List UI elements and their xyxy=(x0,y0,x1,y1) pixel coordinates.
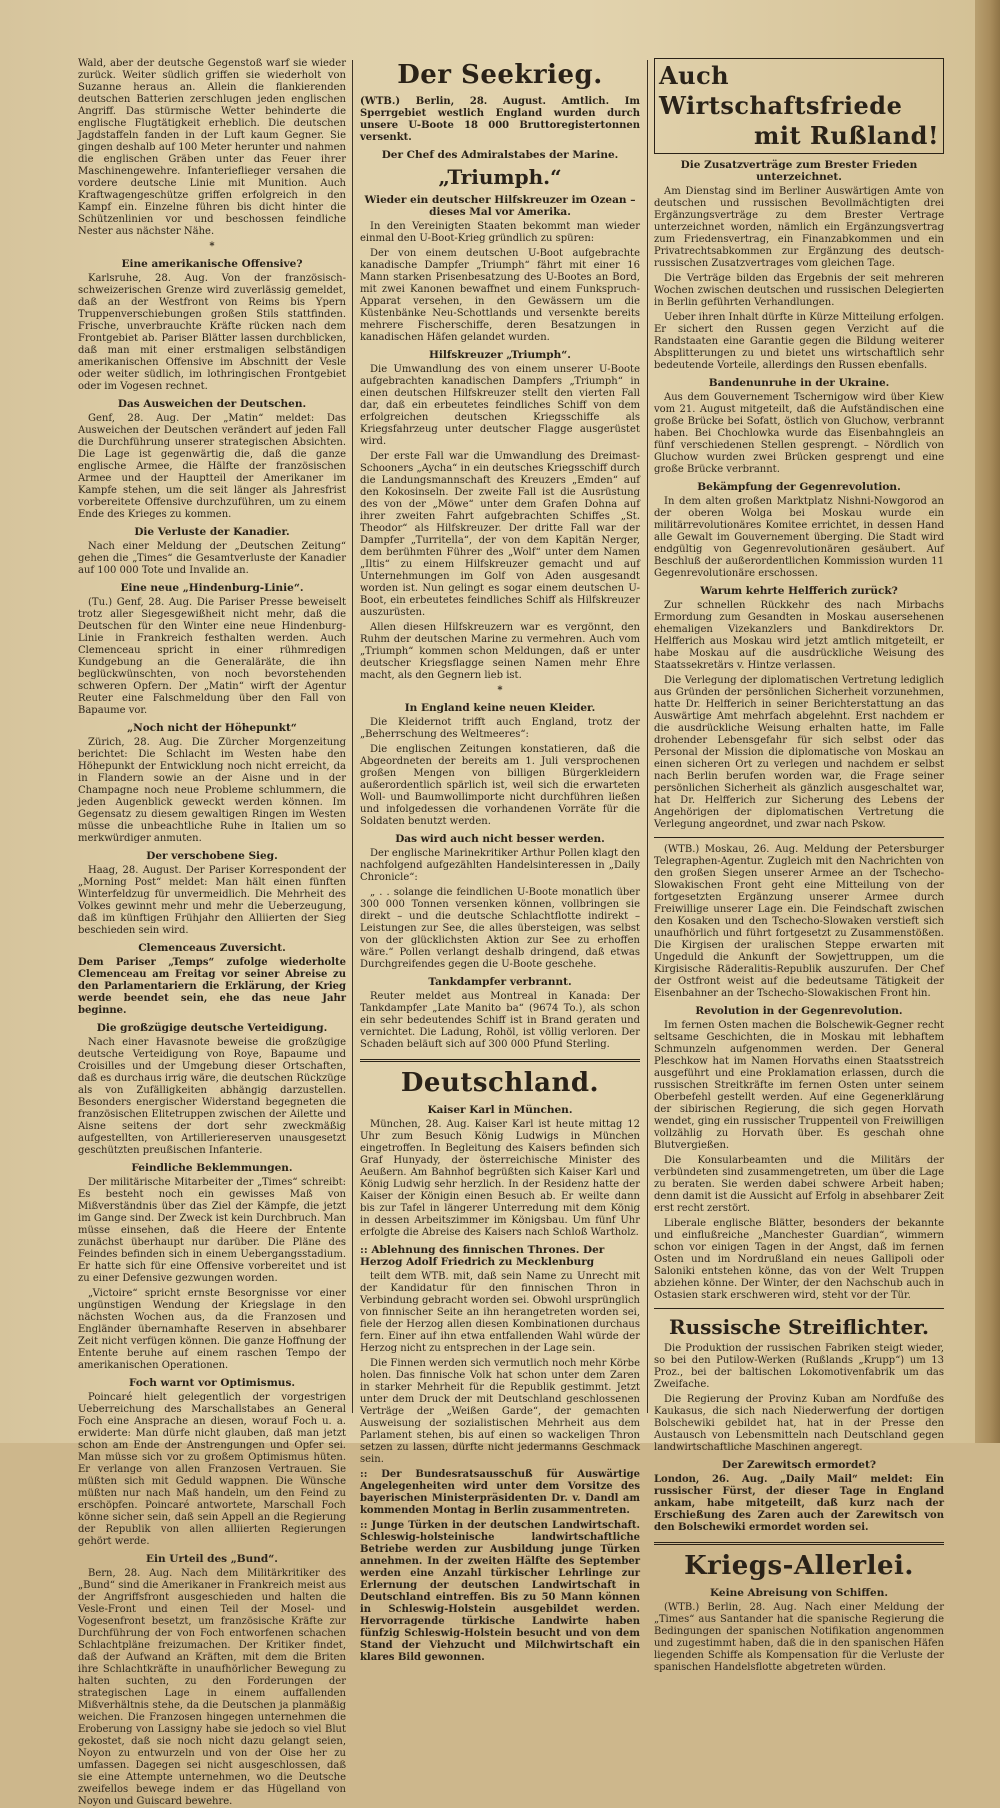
article-text: In den Vereinigten Staaten bekommt man wieder einmal den U-Boot-Krieg gründlich zu spüren: xyxy=(360,221,640,244)
section-divider xyxy=(360,1059,640,1062)
article-text: Die Produktion der russischen Fabriken steigt wieder, so bei den Putilow-Werken (Rußlands „Krupp“) um 13 Proz., bei der baltischen Lokomotivenfabrik um das Zweifache. xyxy=(654,1343,944,1390)
main-headline-line1: Auch Wirtschaftsfriede xyxy=(659,61,903,120)
article-text: „ . . solange die feindlichen U-Boote monatlich über 300 000 Tonnen versenken können, vollbringen sie direkt – und die deutsche Schlachtflotte indirekt – Leistungen zur See, die alles übersteigen, was selbst von der glücklichsten Aktion zur See zu erhoffen wäre.“ Pollen verlangt deshalb dringend, daß etwas Durchgreifendes gegen die U-Boote geschehe. xyxy=(360,887,640,970)
article-text: Liberale englische Blätter, besonders der bekannte und einflußreiche „Manchester Guardian“, wimmern schon vor einigen Tagen in der Angst, daß im fernen Osten und im Nordrußland ein neues Gallipoli oder Saloniki entstehen könne, das von der Welt Truppen abziehen könne. Der Winter, der den Nachschub auch in Ostasien stark erschweren wird, steht vor der Tür. xyxy=(654,1218,944,1301)
headline: In England keine neuen Kleider. xyxy=(404,702,596,714)
divider xyxy=(654,1308,944,1309)
headline: Warum kehrte Helfferich zurück? xyxy=(700,585,898,597)
headline: Die großzügige deutsche Verteidigung. xyxy=(96,1022,328,1034)
section-title-seekrieg: Der Seekrieg. xyxy=(397,60,603,90)
headline: Hilfskreuzer „Triumph“. xyxy=(429,349,571,361)
headline: Bandenunruhe in der Ukraine. xyxy=(708,377,890,389)
article-text: Poincaré hielt gelegentlich der vorgestrigen Ueberreichung des Marschallstabes an General Foch eine Ansprache an diesen, worauf Foch u. a. erwiderte: Man dürfe nicht glauben, daß man jetzt schon am Ende der Anstrengungen und Opfer sei. Man müsse sich vor zu großem Optimismus hüten. Er verlange von allen Franzosen Vertrauen. Sie müßten sich mit Geduld wappnen. Die Wünsche müßten nur nach Maß handeln, um den Feind zu erschöpfen. Poincaré antwortete, Marschall Foch könne sicher sein, daß sein Appell an die Regierung der Republik von allen alliierten Regierungen gehört werde. xyxy=(78,1392,346,1547)
column-right xyxy=(654,58,944,1673)
article-text: Zürich, 28. Aug. Die Zürcher Morgenzeitung berichtet: Die Schlacht im Westen habe den Höhepunkt der Entwicklung noch nicht erreicht, da in Flandern sowie an der Aisne und in der Champagne noch neue Probleme schlummern, die jeden Augenblick geweckt werden können. Im Gegensatz zu diesem gewaltigen Ringen im Westen müsse die unbeachtliche Ruhe in Italien um so merkwürdiger anmuten. xyxy=(78,737,346,844)
article-text: Allen diesen Hilfskreuzern war es vergönnt, den Ruhm der deutschen Marine zu vermehren. Auch vom „Triumph“ kommen schon Meldungen, daß er unter deutscher Kriegsflagge seinen Namen mehr Ehre macht, als den Gegnern lieb ist. xyxy=(360,622,640,681)
article-text: München, 28. Aug. Kaiser Karl ist heute mittag 12 Uhr zum Besuch König Ludwigs in München eingetroffen. In Begleitung des Kaisers befinden sich Graf Hunyady, der österreichische Minister des Aeußern. Am Bahnhof begrüßten sich Kaiser Karl und König Ludwig sehr herzlich. In der Residenz hatte der Kaiser der Königin einen Besuch ab. Er weilte dann bis zur Tafel in längerer Unterredung mit dem König in dessen Arbeitszimmer im Königsbau. Um fünf Uhr erfolgte die Abreise des Kaisers nach Schloß Wartholz. xyxy=(360,1119,640,1238)
headline: Kaiser Karl in München. xyxy=(427,1104,573,1116)
headline: Tankdampfer verbrannt. xyxy=(428,976,572,988)
article-text: Am Dienstag sind im Berliner Auswärtigen Amte von deutschen und russischen Bevollmächtigten drei Ergänzungsverträge zu dem Brester Vertrage unterzeichnet worden, nämlich ein Ergänzungsvertrag zum Friedensvertrag, ein Finanzabkommen und ein Privatrechtsabkommen zur Ergänzung des deutsch-russischen Zusatzvertrages vom gleichen Tage. xyxy=(654,186,944,269)
article-text: Der von einem deutschen U-Boot aufgebrachte kanadische Dampfer „Triumph“ fährt mit einer 16 Mann starken Prisenbesatzung des U-Bootes an Bord, mit zwei Kanonen bewaffnet und einem Funkspruch-Apparat versehen, in den Gewässern um die Küstenbänke Neu-Schottlands und versenkte bereits mehrere Fischerschiffe, deren Besatzungen in kanadischen Häfen gelandet wurden. xyxy=(360,248,640,343)
main-headline-line2: mit Rußland! xyxy=(753,121,939,150)
article-text: Genf, 28. Aug. Der „Matin“ meldet: Das Ausweichen der Deutschen verändert auf jeden Fall die Durchführung unserer strategischen Absichten. Die Lage ist gegenwärtig die, daß die ganze englische Armee, die Hälfte der französischen Armee und der Hauptteil der Amerikaner im Kampfe stehen, um die seit länger als Jahresfrist vorbereitete Offensive durchzuführen, um zu einem Ende des Krieges zu kommen. xyxy=(78,413,346,520)
article-text: Nach einer Havasnote beweise die großzügige deutsche Verteidigung von Roye, Bapaume und Croisilles und der Umgebung dieser Ortschaften, daß es durchaus irrig wäre, die deutschen Rückzüge als von Zufälligkeiten abhängig darzustellen. Besonders energischer Widerstand begegneten die französischen Elitetruppen zwischen der Ailette und Aisne seitens der dort sehr zweckmäßig aufgestellten, von Artilleriereserven unausgesetzt geschützten preußischen Infanterie. xyxy=(78,1037,346,1156)
headline: Das wird auch nicht besser werden. xyxy=(395,833,605,845)
column-rule xyxy=(352,60,353,1413)
article-text: Die Konsularbeamten und die Militärs der verbündeten sind zusammengetreten, um über die Lage zu beraten. Sie werden dabei schwere Arbeit haben; denn damit ist die Aussicht auf Erfolg in absehbarer Zeit erst recht zerstört. xyxy=(654,1155,944,1214)
article-text: Die Verlegung der diplomatischen Vertretung lediglich aus Gründen der persönlichen Sicherheit vorzunehmen, hatte Dr. Helfferich in seiner Berichterstattung an das Auswärtige Amt mehrfach abgelehnt. Erst nachdem er die ausdrückliche Weisung erhalten hatte, im Falle drohender Lebensgefahr für sich selbst oder das Personal der Mission die diplomatische von Moskau an einen sicheren Ort zu verlegen und nachdem er selbst nach Berlin berufen worden war, die Frage seiner persönlichen Sicherheit als gänzlich ausgeschaltet war, hat Dr. Helfferich zur Sicherung des Lebens der Angehörigen der diplomatischen Vertretung die Verlegung angeordnet, und zwar nach Pskow. xyxy=(654,675,944,830)
headline: Bekämpfung der Gegenrevolution. xyxy=(697,481,901,493)
divider xyxy=(654,837,944,838)
article-text: Nach einer Meldung der „Deutschen Zeitung“ gehen die „Times“ die Gesamtverluste der Kanadier auf 100 000 Tote und Invalide an. xyxy=(78,541,346,576)
article-text: Der militärische Mitarbeiter der „Times“ schreibt: Es besteht noch ein gewisses Maß von Mißverständnis über das Ziel der Kämpfe, die jetzt im Gange sind. Der Zweck ist kein Durchbruch. Man müsse einsehen, daß die Heere der Entente zunächst überhaupt nur darüber. Die Pläne des Feindes befinden sich in einem Uebergangsstadium. Er hatte sich für eine Offensive vorbereitet und ist zu einer Defensive gezwungen worden. xyxy=(78,1177,346,1284)
article-text: (WTB.) Berlin, 28. August. Amtlich. Im Sperrgebiet westlich England wurden durch unsere U-Boote 18 000 Bruttoregistertonnen versenkt. xyxy=(360,96,640,143)
headline: „Noch nicht der Höhepunkt“ xyxy=(127,722,297,734)
article-text: (Tu.) Genf, 28. Aug. Die Pariser Presse beweiselt trotz aller Siegesgewißheit nicht mehr, daß die Deutschen für den Winter eine neue Hindenburg-Linie in Frankreich festhalten werden. Auch Clemenceau spricht in einer rühmredigen Kundgebung an die Generaläräte, die ihn beglückwünschten, von noch bevorstehenden schweren Opfern. Der „Matin“ wirft der Agentur Reuter eine Falschmeldung über den Fall von Bapaume vor. xyxy=(78,597,346,716)
article-text: In dem alten großen Marktplatz Nishni-Nowgorod an der oberen Wolga bei Moskau wurde ein militärrevolutionäres Komitee errichtet, in dessen Hand alle Gewalt im Gouvernement überging. Die Stadt wird endgültig von Gegenrevolutionären gesäubert. Auf Beschluß der außerordentlichen Kommission wurden 11 Gegenrevolutionäre erschossen. xyxy=(654,496,944,579)
article-text: Aus dem Gouvernement Tschernigow wird über Kiew vom 21. August mitgeteilt, daß die Aufständischen eine große Brücke bei Sofatt, östlich von Gluchow, verbrannt haben. Bei Chochlowka wurde das Eisenbahngleis an fünf verschiedenen Stellen gesprengt. – Nördlich von Gluchow wurden zwei Brücken gesprengt und eine große Brücke verbrannt. xyxy=(654,392,944,475)
headline: :: Ablehnung des finnischen Thrones. Der Herzog Adolf Friedrich zu Mecklenburg xyxy=(360,1244,605,1268)
section-star: * xyxy=(497,685,503,696)
subheadline: Wieder ein deutscher Hilfskreuzer im Ozean – dieses Mal vor Amerika. xyxy=(364,194,636,218)
article-text: Im fernen Osten machen die Bolschewik-Gegner recht seltsame Geschichten, die in Moskau mit lebhaftem Schmunzeln aufgenommen werden. Der General Pleschkow hat im Namen Horvaths einen Staatsstreich ausgeführt und eine Proklamation erlassen, durch die russischen Streitkräfte im fernen Osten unter seinem Oberbefehl gestellt werden. Auf eine Gegenerklärung der sibirischen Regierung, die sich gegen Horvath wendet, ging ein russischer Truppenteil von Freiwilligen vollzählig zu Horvath über. Es geschah ohne Blutvergießen. xyxy=(654,1020,944,1151)
article-text: Die Regierung der Provinz Kuban am Nordfuße des Kaukasus, die sich nach Niederwerfung der dortigen Bolschewiki gebildet hat, hat in der Presse den Austausch von Lebensmitteln nach Deutschland gegen landwirtschaftliche Maschinen angeregt. xyxy=(654,1394,944,1453)
headline: Das Ausweichen der Deutschen. xyxy=(117,398,307,410)
article-text: Dem Pariser „Temps“ zufolge wiederholte Clemenceau am Freitag vor seiner Abreise zu den Parlamentariern die Erklärung, der Krieg werde beendet sein, ehe das neue Jahr beginne. xyxy=(78,957,346,1016)
article-text: Der englische Marinekritiker Arthur Pollen klagt den nachfolgend aufgezählten Handelsinteressen in „Daily Chronicle“: xyxy=(360,848,640,883)
section-title-kriegs-allerlei: Kriegs-Allerlei. xyxy=(684,1551,914,1581)
column-left xyxy=(78,58,346,1807)
subheadline: Die Zusatzverträge zum Brester Frieden unterzeichnet. xyxy=(680,159,918,183)
article-text: Haag, 28. August. Der Pariser Korrespondent der „Morning Post“ meldet: Man hält einen fünften Winterfeldzug für unvermeidlich. Die Mehrheit des Volkes gewinnt mehr und mehr die Ueberzeugung, daß im künftigen Frühjahr den Alliierten der Sieg beschieden sein wird. xyxy=(78,865,346,936)
headline: Der Zarewitsch ermordet? xyxy=(721,1459,876,1471)
column-middle xyxy=(360,58,640,1663)
headline: Foch warnt vor Optimismus. xyxy=(128,1377,296,1389)
article-text: „Victoire“ spricht ernste Besorgnisse vor einer ungünstigen Wendung der Kriegslage in den nächsten Wochen aus, da die Franzosen und Engländer übernamhafte Reserven in absehbarer Zeit nicht verfügen können. Die ganze Hoffnung der Entente beruhe auf einem raschen Tempo der amerikanischen Operationen. xyxy=(78,1288,346,1371)
headline: Eine amerikanische Offensive? xyxy=(121,258,303,270)
article-text: Ueber ihren Inhalt dürfte in Kürze Mitteilung erfolgen. Er sichert den Russen gegen Verzicht auf die Randstaaten eine Garantie gegen die Bildung weiterer Absplitterungen zu und bietet uns wirtschaftlich sehr bedeutende Vorteile, allerdings den Russen ebenfalls. xyxy=(654,312,944,371)
headline: Feindliche Beklemmungen. xyxy=(131,1162,293,1174)
section-title-streiflichter: Russische Streiflichter. xyxy=(669,1315,929,1339)
article-text: (WTB.) Berlin, 28. Aug. Nach einer Meldung der „Times“ aus Santander hat die spanische Regierung die Bedingungen der spanischen Notifikation angenommen und zugestimmt haben, daß die in den spanischen Häfen liegenden Schiffe als Kompensation für die Verluste der spanischen Handelsflotte abgetreten würden. xyxy=(654,1602,944,1673)
article-text: Die Finnen werden sich vermutlich noch mehr Körbe holen. Das finnische Volk hat schon unter dem Zaren in starker Mehrheit für die Republik gestimmt. Jetzt unter dem Druck der mit Deutschland geschlossenen Verträge der „Weißen Garde“, der gemachten Ausweisung der sozialistischen Mehrheit aus dem Parlament stehen, bis auf einen so wackeligen Thron setzen zu lassen, dürfte nicht jedermanns Geschmack sein. xyxy=(360,1358,640,1465)
headline-triumph: „Triumph.“ xyxy=(438,165,562,189)
section-star: * xyxy=(209,241,215,252)
headline: Der verschobene Sieg. xyxy=(146,850,278,862)
headline: Keine Abreisung von Schiffen. xyxy=(710,1587,888,1599)
article-text: London, 26. Aug. „Daily Mail“ meldet: Ein russischer Fürst, der dieser Tage in England ankam, habe mitgeteilt, daß kurz nach der Erschießung des Zaren auch der Zarewitsch von den Bolschewiki ermordet worden sei. xyxy=(654,1474,944,1533)
section-divider xyxy=(654,1542,944,1545)
article-text: Die englischen Zeitungen konstatieren, daß die Abgeordneten der bereits am 1. Juli versprochenen großen Mengen von billigen Bürgerkleidern außerordentlich spärlich ist, weil sich die erwarteten Woll- und Baumwollimporte nicht durchführen ließen und infolgedessen die vorhandenen Vorräte für die Soldaten benutzt werden. xyxy=(360,744,640,827)
signature: Der Chef des Admiralstabes der Marine. xyxy=(381,149,619,161)
article-text: :: Junge Türken in der deutschen Landwirtschaft. Schleswig-holsteinische landwirtschaftliche Betriebe werden zur Ausbildung junge Türken annehmen. In der zweiten Hälfte des September werden eine Anzahl türkischer Lehrlinge zur Erlernung der deutschen Landwirtschaft in Deutschland eintreffen. Bis zu 50 Mann können in Schleswig-Holstein ausgebildet werden. Hervorragende türkische Landwirte haben fünfzig Schleswig-Holstein besucht und von dem Stand der Viehzucht und Milchwirtschaft ein klares Bild gewonnen. xyxy=(360,1520,640,1663)
article-text: Karlsruhe, 28. Aug. Von der französisch-schweizerischen Grenze wird zuverlässig gemeldet, daß an der Westfront von Reims bis Ypern Truppenverschiebungen großen Stils stattfinden. Frische, unverbrauchte Kräfte rücken nach dem Frontgebiet ab. Pariser Blätter lassen durchblicken, daß man mit einer erstmaligen selbständigen amerikanischen Offensive im Abschnitt der Vesle oder weiter südlich, im lothringischen Frontgebiet oder im Vogesen rechnet. xyxy=(78,273,346,392)
article-text: :: Der Bundesratsausschuß für Auswärtige Angelegenheiten wird unter dem Vorsitze des bayerischen Ministerpräsidenten Dr. v. Dandl am kommenden Montag in Berlin zusammentreten. xyxy=(360,1469,640,1516)
headline: Revolution in der Gegenrevolution. xyxy=(695,1005,903,1017)
article-text: Reuter meldet aus Montreal in Kanada: Der Tankdampfer „Late Manito ba“ (9674 To.), als schon ein sehr bedeutendes Schiff ist in Brand geraten und vernichtet. Die Ladung, Rohöl, ist völlig verloren. Der Schaden beläuft sich auf 300 000 Pfund Sterling. xyxy=(360,991,640,1050)
article-text: (WTB.) Moskau, 26. Aug. Meldung der Petersburger Telegraphen-Agentur. Zugleich mit den Nachrichten von den großen Siegen unserer Armee an der Tschecho-Slowakischen Front geht eine Mitteilung von der fortgesetzten Ergänzung unserer Armee durch Freiwillige unserer Lage ein. Die Feindschaft zwischen den Kosaken und den Tschecho-Slowaken verstieft sich unaufhörlich und führt fortgesetzt zu Zusammenstößen. Die Kirgisen der uralischen Steppe erwarten mit Ungeduld die Ankunft der Sowjettruppen, um die Kirgisische Räderalitis-Republik auszurufen. Der Chef der Ostfront weist auf die bedeutsame Tätigkeit der Eisenbahner an der Tschecho-Slowakischen Front hin. xyxy=(654,844,944,999)
headline: Clemenceaus Zuversicht. xyxy=(138,942,286,954)
headline-frame xyxy=(654,58,944,154)
page-binding-edge xyxy=(975,0,1000,1443)
article-text: Die Verträge bilden das Ergebnis der seit mehreren Wochen zwischen deutschen und russischen Delegierten in Berlin geführten Verhandlungen. xyxy=(654,273,944,308)
column-rule xyxy=(647,60,648,1413)
article-text: Die Kleidernot trifft auch England, trotz der „Beherrschung des Weltmeeres“: xyxy=(360,717,640,740)
article-text: Zur schnellen Rückkehr des nach Mirbachs Ermordung zum Gesandten in Moskau ausersehenen ehemaligen Vizekanzlers und Bankdirektors Dr. Helfferich aus Moskau wird jetzt amtlich mitgeteilt, er habe Moskau auf die ausdrückliche Weisung des Staatssekretärs v. Hintze verlassen. xyxy=(654,600,944,671)
article-continuation: Wald, aber der deutsche Gegenstoß warf sie wieder zurück. Weiter südlich griffen sie wiederholt von Suzanne heraus an. Allein die flankierenden deutschen Batterien zerschlugen jeden englischen Angriff. Das stürmische Wetter behinderte die englische Flugtätigkeit erheblich. Die deutschen Jagdstaffeln fanden in der Luft kaum Gegner. Sie gingen deshalb auf 100 Meter herunter und nahmen die englischen Gräben unter das Feuer ihrer Maschinengewehre. Infanterieflieger versahen die vordere deutsche Linie mit Munition. Auch Kraftwagengeschütze griffen erfolgreich in den Kampf ein. Einzelne führen bis dicht hinter die Schützenlinien vor und beschossen feindliche Nester aus nächster Nähe. xyxy=(78,58,346,237)
article-text: Die Umwandlung des von einem unserer U-Boote aufgebrachten kanadischen Dampfers „Triumph“ in einen deutschen Hilfskreuzer stellt den vierten Fall dar, daß ein erbeutetes feindliches Schiff von dem erfolgreichen deutschen Kriegsschiffe als Kriegsfahrzeug unter deutscher Flagge ausgerüstet wird. xyxy=(360,364,640,447)
headline: Die Verluste der Kanadier. xyxy=(134,526,290,538)
article-text: teilt dem WTB. mit, daß sein Name zu Unrecht mit der Kandidatur für den finnischen Thron in Verbindung gebracht worden sei. Obwohl ursprünglich von finnischer Seite an ihn herangetreten worden sei, fiele der Herzog allen diesen Kombinationen durchaus fern. Einer auf ihn etwa entfallenden Wahl würde der Herzog nicht zu entsprechen in der Lage sein. xyxy=(360,1271,640,1354)
headline: Ein Urteil des „Bund“. xyxy=(146,1553,278,1565)
headline: Eine neue „Hindenburg-Linie“. xyxy=(120,582,304,594)
section-title-deutschland: Deutschland. xyxy=(400,1068,600,1098)
article-text: Der erste Fall war die Umwandlung des Dreimast-Schooners „Aycha“ in ein deutsches Kriegsschiff durch die Landungsmannschaft des Kreuzers „Emden“ auf den Kokosinseln. Der zweite Fall ist die Ausrüstung des von der „Möwe“ unter dem Grafen Dohna auf ihrer zweiten Fahrt aufgebrachten Schiffes „St. Theodor“ als Hilfskreuzer. Der dritte Fall war der Dampfer „Turritella“, der von dem Kapitän Nerger, dem berühmten Führer des „Wolf“ unter dem Namen „Iltis“ zu einem Hilfskreuzer gemacht und auf Unternehmungen im Golf von Aden ausgesandt worden ist. Nun gelingt es sogar einem deutschen U-Boot, ein erbeutetes feindliches Schiff als Hilfskreuzer auszurüsten. xyxy=(360,451,640,618)
article-text: Bern, 28. Aug. Nach dem Militärkritiker des „Bund“ sind die Amerikaner in Frankreich meist aus der Angriffsfront ausgeschieden und halten die Vesle-Front und einen Teil der Mosel- und Vogesenfront besetzt, um französische Kräfte zur Durchführung der von Foch entworfenen schachen Schlachtpläne freizumachen. Der Kritiker findet, daß der Aufwand an Kräften, mit dem die Briten ihre Schlachtkräfte in unaufhörlicher Bewegung zu halten suchten, zu den Forderungen der strategischen Lage in einem auffallenden Mißverhältnis stehe, da die Deutschen ja planmäßig weichen. Die Franzosen hingegen unternehmen die Eroberung von Lassigny habe sie jedoch so viel Blut gekostet, daß sie noch nicht dazu gelangt seien, Noyon zu entwurzeln und von der Oise her zu umfassen. Dagegen sei nicht ausgeschlossen, daß sie eine Attempte unternehmen, wo die Deutsche zweifellos bewege indem er das Hügelland von Noyon und Guiscard bewehre. xyxy=(78,1568,346,1807)
